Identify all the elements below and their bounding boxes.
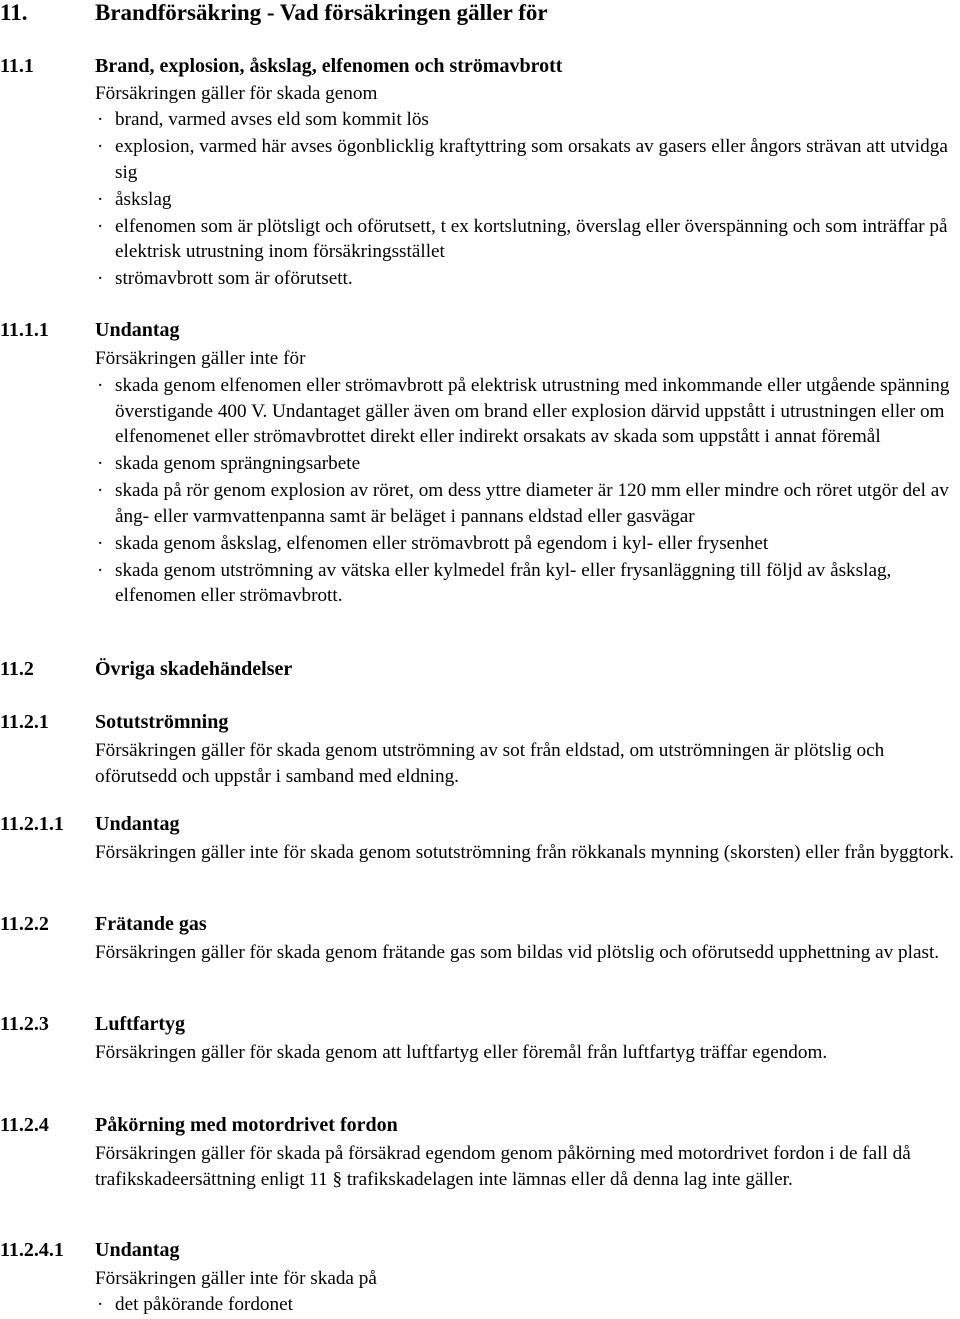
section-title: Undantag — [95, 319, 180, 341]
section-number: 11.1 — [0, 55, 34, 77]
list-item: · åskslag — [95, 187, 959, 213]
bullet-marker: · — [97, 215, 104, 237]
list-item: · skada på rör genom explosion av röret, om dess yttre diameter är 120 mm eller mindre och röret utgör del av ång- eller varmvattenpanna samt är beläget i pannans eldstad eller gasvägar — [97, 480, 949, 527]
section-title: Luftfartyg — [95, 1013, 185, 1035]
section-title: Brand, explosion, åskslag, elfenomen och strömavbrott — [95, 55, 563, 77]
section-text: Försäkringen gäller inte för skada genom sotutströmning från rökkanals mynning (skorsten) eller från byggtork. — [95, 842, 954, 863]
bullet-marker: · — [97, 109, 104, 130]
list-item: · explosion, varmed här avses ögonblicklig kraftyttring som orsakats av gasers eller ångors strävan att utvidga sig — [97, 136, 948, 183]
section-title: Påkörning med motordrivet fordon — [95, 1114, 398, 1136]
section-number: 11.2 — [0, 658, 34, 680]
bullet-marker: · — [97, 1294, 104, 1315]
exclusion-list — [95, 1292, 959, 1319]
list-item: · skada genom utströmning av vätska eller kylmedel från kyl- eller frysanläggning till följd av åskslag, elfenomen eller strömavbrott. — [97, 559, 892, 606]
section-text: Försäkringen gäller för skada genom utströmning av sot från eldstad, om utströmningen är plötslig och oförutsedd och uppstår i samband med eldning. — [95, 740, 885, 787]
section-intro: Försäkringen gäller för skada genom — [95, 83, 378, 104]
coverage-list — [95, 107, 959, 293]
list-item: · skada genom elfenomen eller strömavbrott på elektrisk utrustning med inkommande eller utgående spänning överstigande 400 V. Undantaget gäller även om brand eller explosion därvid uppstått i utrustningen eller om elfenomenet eller strömavbrottet direkt eller indirekt orsakats av skada som uppstått i annat föremål — [97, 375, 950, 447]
section-title: Övriga skadehändelser — [95, 658, 293, 680]
section-intro: Försäkringen gäller inte för — [95, 348, 306, 369]
section-number: 11. — [0, 0, 28, 25]
section-number: 11.2.1 — [0, 711, 49, 733]
list-item: · skada genom sprängningsarbete — [95, 451, 959, 477]
list-item: · skada genom åskslag, elfenomen eller strömavbrott på egendom i kyl- eller frysenhet — [95, 531, 959, 557]
section-title: Brandförsäkring - Vad försäkringen gäller för — [95, 0, 548, 25]
section-number: 11.2.4.1 — [0, 1239, 64, 1261]
bullet-marker: · — [97, 188, 104, 210]
bullet-marker: · — [97, 480, 104, 501]
bullet-marker: · — [97, 136, 104, 157]
exclusion-list — [95, 373, 959, 610]
section-title: Frätande gas — [95, 913, 207, 935]
bullet-marker: · — [97, 532, 104, 554]
section-number: 11.2.3 — [0, 1013, 49, 1035]
section-number: 11.2.2 — [0, 913, 49, 935]
section-number: 11.2.1.1 — [0, 813, 64, 835]
section-title: Undantag — [95, 1239, 180, 1261]
section-text: Försäkringen gäller för skada på försäkrad egendom genom påkörning med motordrivet fordon i de fall då trafikskadeersättning enligt 11 § trafikskadelagen inte lämnas eller då denna lag inte gäller. — [95, 1143, 911, 1190]
section-title: Undantag — [95, 813, 180, 835]
bullet-marker: · — [97, 559, 104, 581]
list-item: · det påkörande fordonet — [95, 1292, 959, 1318]
list-item: · elfenomen som är plötsligt och oförutsett, t ex kortslutning, överslag eller överspänning och som inträffar på elektrisk utrustning inom försäkringsstället — [97, 215, 948, 262]
section-intro: Försäkringen gäller inte för skada på — [95, 1268, 377, 1289]
bullet-marker: · — [97, 375, 104, 396]
section-text: Försäkringen gäller för skada genom frätande gas som bildas vid plötslig och oförutsedd upphettning av plast. — [95, 942, 940, 963]
bullet-marker: · — [97, 268, 104, 289]
bullet-marker: · — [97, 453, 104, 474]
list-item: · brand, varmed avses eld som kommit lös — [95, 107, 959, 133]
section-title: Sotutströmning — [95, 711, 229, 733]
list-item: · strömavbrott som är oförutsett. — [95, 266, 959, 292]
section-text: Försäkringen gäller för skada genom att luftfartyg eller föremål från luftfartyg träffar egendom. — [95, 1042, 828, 1063]
section-number: 11.2.4 — [0, 1114, 49, 1136]
section-number: 11.1.1 — [0, 319, 49, 341]
